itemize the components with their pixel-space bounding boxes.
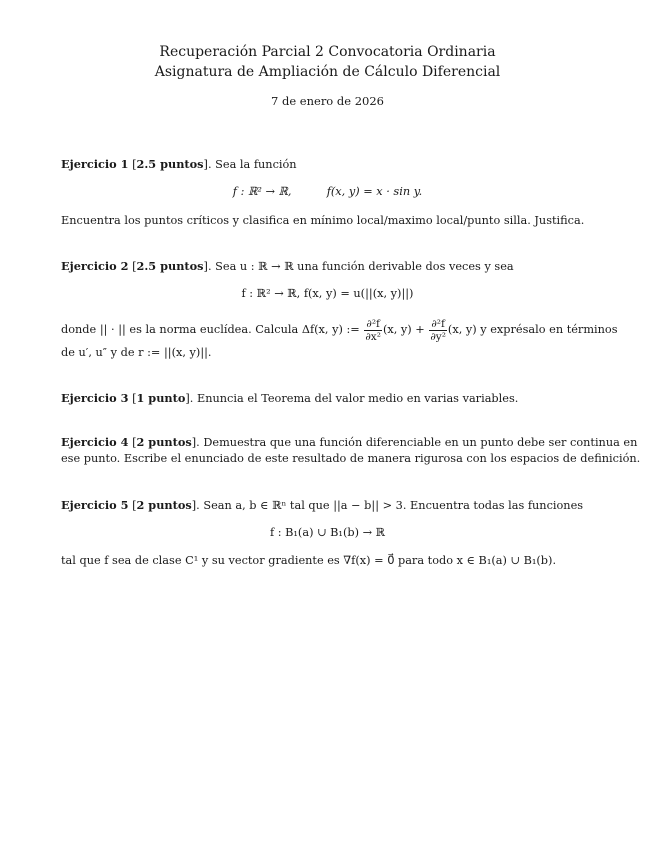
laplacian-fraction-x — [364, 318, 382, 343]
laplacian-fraction-y — [429, 318, 447, 343]
exercise-4-text-b: ese punto. Escribe el enunciado de este resultado de manera rigurosa con los espacios de definición. — [61, 452, 641, 465]
exercise-2-label: Ejercicio 2 — [61, 259, 129, 273]
fraction-x-denominator: ∂x² — [365, 330, 381, 343]
exercise-4-label: Ejercicio 4 — [61, 435, 129, 449]
exercise-5-points: 2 puntos — [136, 498, 192, 512]
exercise-2-formula: f : ℝ² → ℝ, f(x, y) = u(||(x, y)||) — [241, 287, 414, 300]
course-title: Asignatura de Ampliación de Cálculo Diferencial — [154, 64, 501, 80]
exercise-4-points: 2 puntos — [136, 435, 192, 449]
exercise-1-heading: Ejercicio 1 [2.5 puntos]. Sea la función — [61, 157, 297, 171]
exam-date: 7 de enero de 2026 — [271, 94, 384, 108]
exercise-1-formula-right: f(x, y) = x · sin y. — [326, 185, 423, 198]
exercise-2-text-b: (x, y) y exprésalo en términos — [447, 323, 618, 336]
exercise-4-text-a: Demuestra que una función diferenciable en un punto debe ser continua en — [203, 436, 638, 449]
fraction-x-numerator: ∂²f — [364, 318, 382, 331]
exercise-2-text-a: donde || · || es la norma euclídea. Calcula Δf(x, y) := — [61, 323, 360, 336]
exercise-5-statement: tal que f sea de clase C¹ y su vector gradiente es ∇f(x) = 0⃗ para todo x ∈ B₁(a) ∪ B₁(b). — [61, 554, 557, 567]
exercise-2-points: 2.5 puntos — [136, 259, 204, 273]
exercise-1-label: Ejercicio 1 — [61, 157, 129, 171]
exam-title: Recuperación Parcial 2 Convocatoria Ordinaria — [159, 44, 496, 60]
exercise-5-formula: f : B₁(a) ∪ B₁(b) → ℝ — [269, 526, 386, 539]
exercise-2-mid: (x, y) + — [382, 323, 425, 336]
exercise-1-formula-left: f : ℝ² → ℝ, — [232, 185, 292, 198]
exercise-3-statement: Enuncia el Teorema del valor medio en varias variables. — [196, 392, 519, 405]
exercise-5-heading: Ejercicio 5 [2 puntos]. Sean a, b ∈ ℝⁿ tal que ||a − b|| > 3. Encuentra todas las funciones — [61, 498, 584, 512]
exercise-5-intro: Sean a, b ∈ ℝⁿ tal que ||a − b|| > 3. Encuentra todas las funciones — [203, 499, 584, 512]
exercise-3-points: 1 punto — [136, 391, 186, 405]
exercise-2-intro: Sea u : ℝ → ℝ una función derivable dos veces y sea — [215, 260, 514, 273]
exercise-2-statement-line2: de u′, u″ y de r := ||(x, y)||. — [61, 346, 212, 359]
exercise-5-label: Ejercicio 5 — [61, 498, 129, 512]
exercise-2-heading: Ejercicio 2 [2.5 puntos]. Sea u : ℝ → ℝ una función derivable dos veces y sea — [61, 259, 514, 273]
exercise-2-statement-line1 — [61, 315, 621, 345]
fraction-y-numerator: ∂²f — [429, 318, 447, 331]
exercise-1-statement: Encuentra los puntos críticos y clasifica en mínimo local/maximo local/punto silla. Justifica. — [61, 214, 585, 227]
exercise-4-heading: Ejercicio 4 [2 puntos]. Demuestra que una función diferenciable en un punto debe ser continua en — [61, 435, 638, 449]
exercise-1-intro: Sea la función — [215, 158, 297, 171]
exercise-1-points: 2.5 puntos — [136, 157, 204, 171]
exercise-1-formula — [0, 184, 655, 200]
exercise-3-heading: Ejercicio 3 [1 punto]. Enuncia el Teorema del valor medio en varias variables. — [61, 391, 519, 405]
fraction-y-denominator: ∂y² — [430, 330, 446, 343]
exercise-3-label: Ejercicio 3 — [61, 391, 129, 405]
